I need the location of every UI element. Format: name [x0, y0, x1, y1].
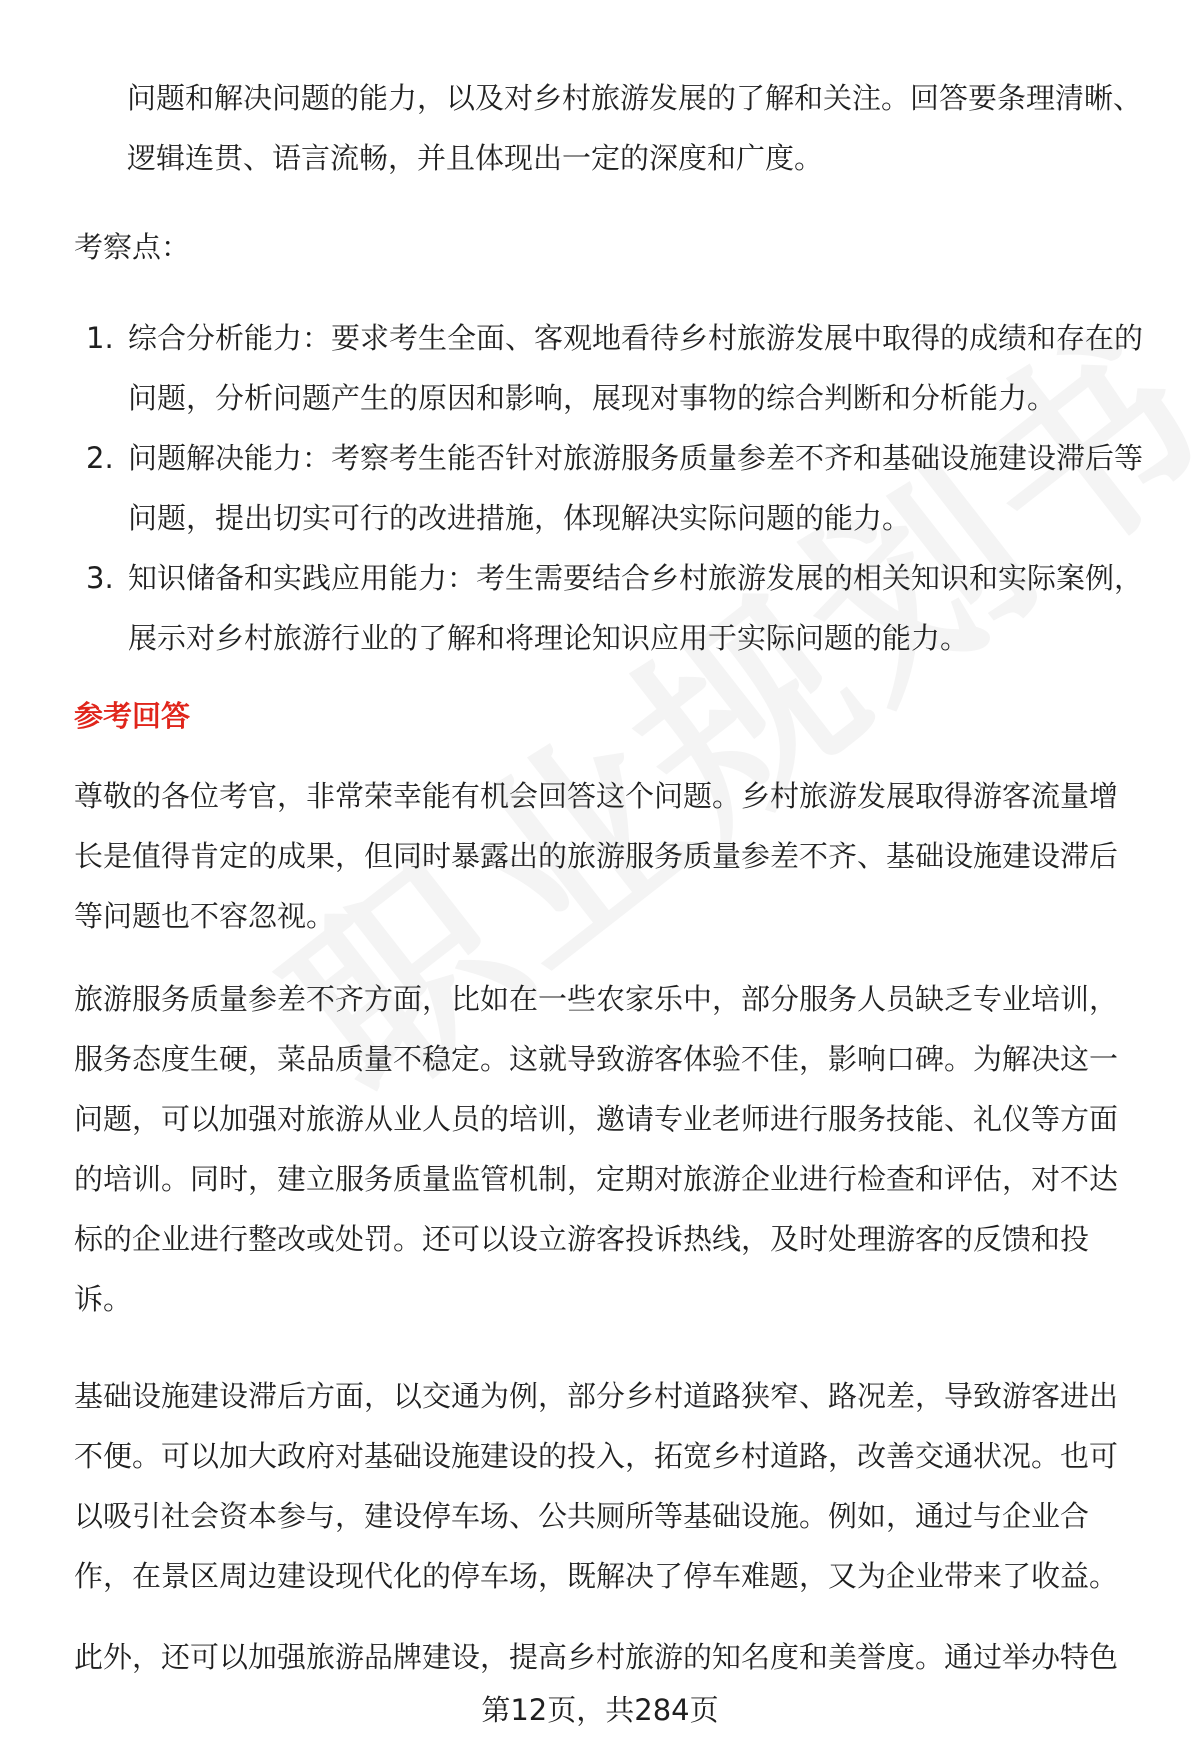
- list-item: [78, 548, 1148, 668]
- points-label: 考察点：: [74, 230, 191, 264]
- list-item-number: 1.: [86, 321, 114, 355]
- list-item-text: 知识储备和实践应用能力：考生需要结合乡村旅游发展的相关知识和实际案例，展示对乡村旅游行业的了解和将理论知识应用于实际问题的能力。: [128, 561, 1144, 655]
- list-item-text: 综合分析能力：要求考生全面、客观地看待乡村旅游发展中取得的成绩和存在的问题，分析问题产生的原因和影响，展现对事物的综合判断和分析能力。: [128, 321, 1144, 415]
- list-item-number: 2.: [86, 441, 114, 475]
- assessment-points-list: [78, 308, 1148, 668]
- answer-paragraph: 尊敬的各位考官，非常荣幸能有机会回答这个问题。乡村旅游发展取得游客流量增长是值得肯定的成果，但同时暴露出的旅游服务质量参差不齐、基础设施建设滞后等问题也不容忽视。: [74, 779, 1119, 933]
- answer-paragraph: 基础设施建设滞后方面，以交通为例，部分乡村道路狭窄、路况差，导致游客进出不便。可以加大政府对基础设施建设的投入，拓宽乡村道路，改善交通状况。也可以吸引社会资本参与，建设停车场、公共厕所等基础设施。例如，通过与企业合作，在景区周边建设现代化的停车场，既解决了停车难题，又为企业带来了收益。: [74, 1379, 1119, 1593]
- list-item: [78, 428, 1148, 548]
- list-item: [78, 308, 1148, 428]
- answer-paragraph: 旅游服务质量参差不齐方面，比如在一些农家乐中，部分服务人员缺乏专业培训，服务态度生硬，菜品质量不稳定。这就导致游客体验不佳，影响口碑。为解决这一问题，可以加强对旅游从业人员的培训，邀请专业老师进行服务技能、礼仪等方面的培训。同时，建立服务质量监管机制，定期对旅游企业进行检查和评估，对不达标的企业进行整改或处罚。还可以设立游客投诉热线，及时处理游客的反馈和投诉。: [74, 982, 1119, 1316]
- answer-heading: 参考回答: [74, 699, 191, 733]
- intro-paragraph: 问题和解决问题的能力，以及对乡村旅游发展的了解和关注。回答要条理清晰、逻辑连贯、语言流畅，并且体现出一定的深度和广度。: [127, 81, 1143, 175]
- page-footer: 第12页，共284页: [0, 1690, 1200, 1755]
- list-item-number: 3.: [86, 561, 114, 595]
- list-item-text: 问题解决能力：考察考生能否针对旅游服务质量参差不齐和基础设施建设滞后等问题，提出切实可行的改进措施，体现解决实际问题的能力。: [128, 441, 1144, 535]
- answer-paragraph: 此外，还可以加强旅游品牌建设，提高乡村旅游的知名度和美誉度。通过举办特色: [74, 1640, 1119, 1674]
